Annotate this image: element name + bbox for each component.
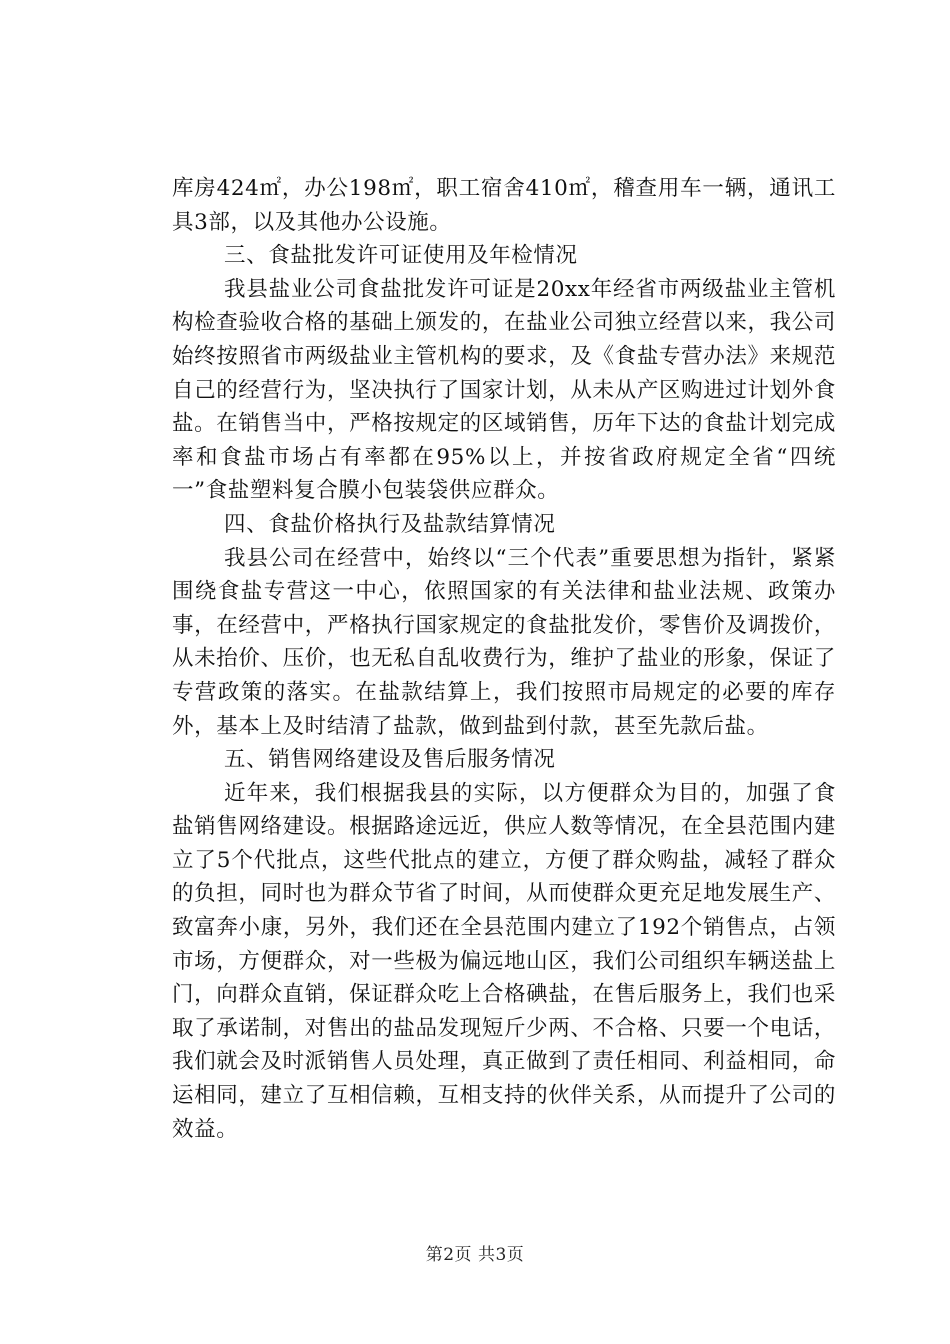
section-heading-5: 五、销售网络建设及售后服务情况: [224, 747, 556, 773]
paragraph-pricing: 我县公司在经营中，始终以“三个代表”重要思想为指针，紧紧围绕食盐专营这一中心，依照国家的有关法律和盐业法规、政策办事，在经营中，严格执行国家规定的食盐批发价，零售价及调拨价，从未抬价、压价，也无私自乱收费行为，维护了盐业的形象，保证了专营政策的落实。在盐款结算上，我们按照市局规定的必要的库存外，基本上及时结清了盐款，做到盐到付款，甚至先款后盐。: [172, 545, 836, 739]
paragraph-license: 我县盐业公司食盐批发许可证是20xx年经省市两级盐业主管机构检查验收合格的基础上颁发的，在盐业公司独立经营以来，我公司始终按照省市两级盐业主管机构的要求，及《食盐专营办法》来规范自己的经营行为，坚决执行了国家计划，从未从产区购进过计划外食盐。在销售当中，严格按规定的区域销售，历年下达的食盐计划完成率和食盐市场占有率都在95%以上，并按省政府规定全省“四统一”食盐塑料复合膜小包装袋供应群众。: [172, 276, 836, 504]
paragraph-sales-network: 近年来，我们根据我县的实际，以方便群众为目的，加强了食盐销售网络建设。根据路途远近，供应人数等情况，在全县范围内建立了5个代批点，这些代批点的建立，方便了群众购盐，减轻了群众的负担，同时也为群众节省了时间，从而使群众更充足地发展生产、致富奔小康，另外，我们还在全县范围内建立了192个销售点，占领市场，方便群众，对一些极为偏远地山区，我们公司组织车辆送盐上门，向群众直销，保证群众吃上合格碘盐，在售后服务上，我们也采取了承诺制，对售出的盐品发现短斤少两、不合格、只要一个电话，我们就会及时派销售人员处理，真正做到了责任相同、利益相同，命运相同，建立了互相信赖，互相支持的伙伴关系，从而提升了公司的效益。: [172, 780, 836, 1142]
page-footer: 第2页 共3页: [425, 1245, 525, 1265]
section-heading-3: 三、食盐批发许可证使用及年检情况: [224, 243, 578, 269]
document-body: [172, 172, 836, 1146]
section-heading-4: 四、食盐价格执行及盐款结算情况: [224, 511, 556, 537]
paragraph-continued: 库房424㎡，办公198㎡，职工宿舍410㎡，稽查用车一辆，通讯工具3部，以及其他办公设施。: [172, 176, 836, 235]
